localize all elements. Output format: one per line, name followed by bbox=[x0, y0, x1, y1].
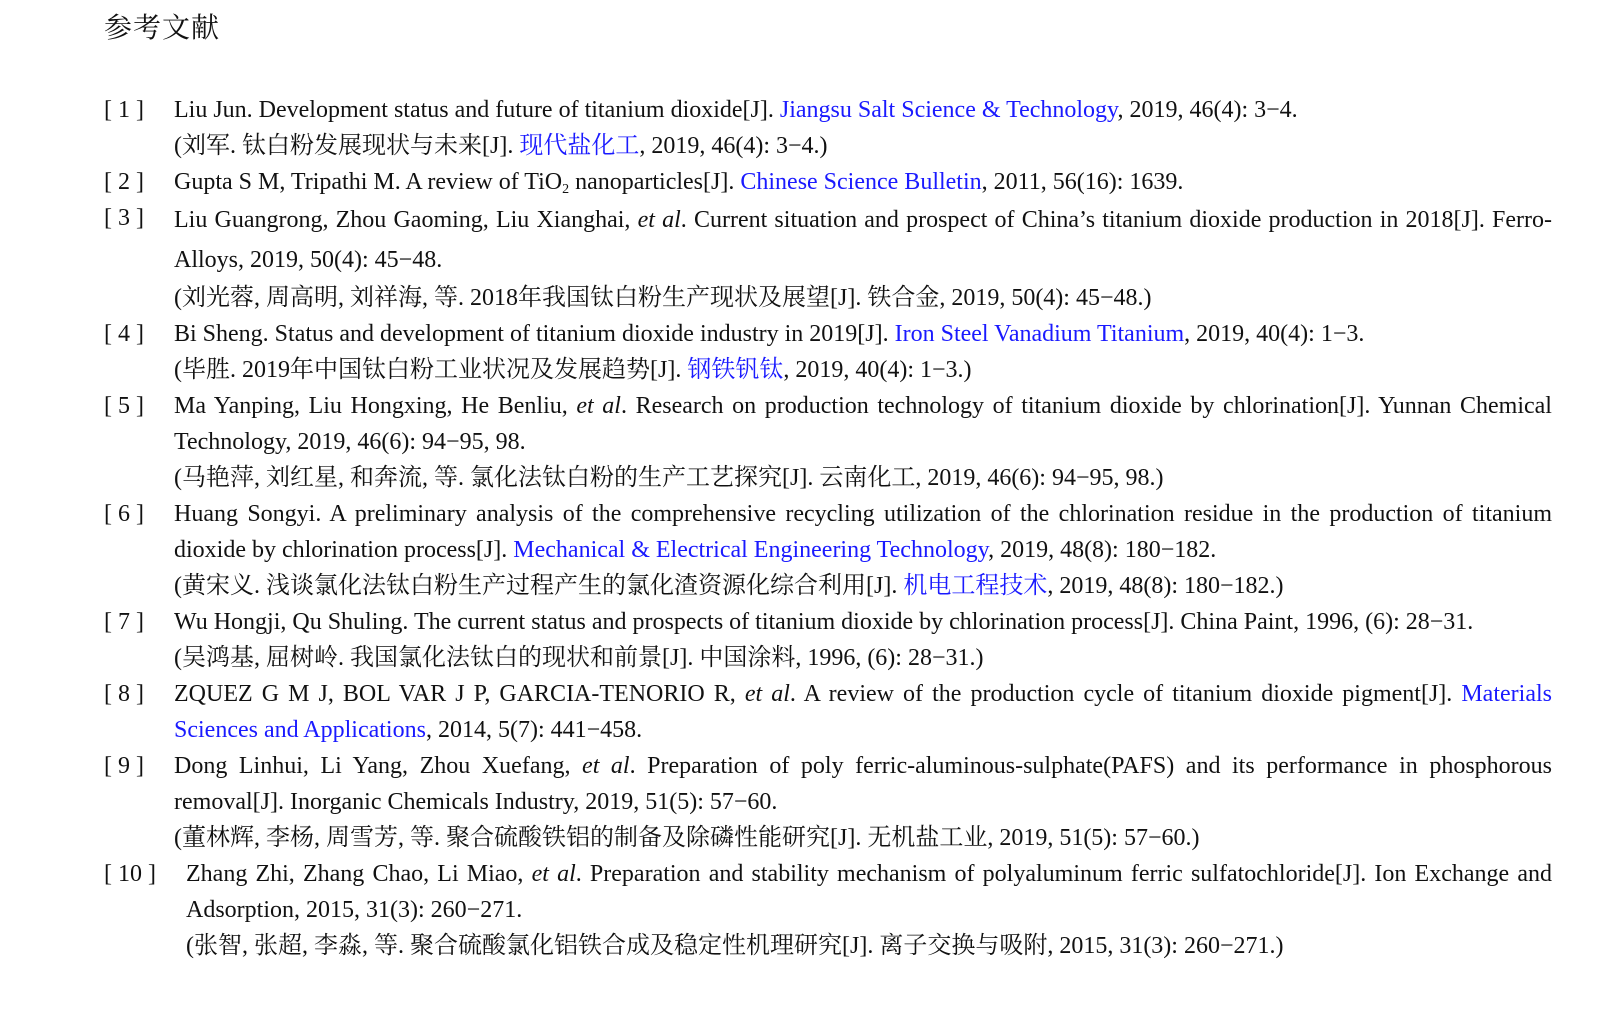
subscript: 2 bbox=[562, 182, 570, 197]
reference-6 bbox=[104, 496, 1552, 604]
reference-list bbox=[104, 92, 1552, 964]
reference-2 bbox=[104, 164, 1552, 200]
journal-link[interactable]: 钢铁钒钛 bbox=[687, 357, 784, 383]
reference-8 bbox=[104, 676, 1552, 748]
reference-english: Gupta S M, Tripathi M. A review of TiO$_2$ nanoparticles[J]. Chinese Science Bulletin, 2011, 56(16): 1639. bbox=[174, 169, 1184, 197]
reference-number: [ 4 ] bbox=[104, 321, 144, 347]
reference-9 bbox=[104, 748, 1552, 856]
reference-chinese: (毕胜. 2019年中国钛白粉工业状况及发展趋势[J]. 钢铁钒钛, 2019, 40(4): 1−3.) bbox=[174, 357, 972, 383]
journal-link[interactable]: Jiangsu Salt Science & Technology bbox=[779, 97, 1118, 123]
reference-chinese: (张智, 张超, 李淼, 等. 聚合硫酸氯化铝铁合成及稳定性机理研究[J]. 离子交换与吸附, 2015, 31(3): 260−271.) bbox=[186, 933, 1284, 959]
reference-chinese: (刘军. 钛白粉发展现状与未来[J]. 现代盐化工, 2019, 46(4): 3−4.) bbox=[174, 133, 828, 159]
reference-body bbox=[174, 388, 1552, 496]
reference-number: [ 9 ] bbox=[104, 753, 144, 779]
reference-body bbox=[186, 856, 1552, 964]
reference-1 bbox=[104, 92, 1552, 164]
journal-link[interactable]: Materials Sciences and Applications bbox=[174, 681, 1552, 743]
reference-english: Liu Guangrong, Zhou Gaoming, Liu Xianghai, et al. Current situation and prospect of China’s titanium dioxide production in 2018[J]. Ferro-Alloys, 2019, 50(4): 45−48. bbox=[174, 207, 1552, 273]
reference-4 bbox=[104, 316, 1552, 388]
journal-link[interactable]: Iron Steel Vanadium Titanium bbox=[894, 321, 1185, 347]
reference-chinese: (董林辉, 李杨, 周雪芳, 等. 聚合硫酸铁铝的制备及除磷性能研究[J]. 无机盐工业, 2019, 51(5): 57−60.) bbox=[174, 825, 1200, 851]
reference-3 bbox=[104, 200, 1552, 316]
journal-link[interactable]: Chinese Science Bulletin bbox=[740, 169, 982, 195]
reference-english: Huang Songyi. A preliminary analysis of the comprehensive recycling utilization of the chlorination residue in the production of titanium dioxide by chlorination process[J]. Mechanical & Electrical Engineering Technology, 2019, 48(8): 180−182. bbox=[174, 501, 1552, 563]
reference-number: [ 1 ] bbox=[104, 97, 144, 123]
reference-number: [ 2 ] bbox=[104, 169, 144, 195]
reference-number: [ 5 ] bbox=[104, 393, 144, 419]
journal-link[interactable]: 机电工程技术 bbox=[903, 573, 1048, 599]
journal-link[interactable]: 现代盐化工 bbox=[519, 133, 640, 159]
reference-5 bbox=[104, 388, 1552, 496]
reference-body bbox=[174, 496, 1552, 604]
reference-number: [ 10 ] bbox=[104, 861, 156, 887]
references-heading: 参考文献 bbox=[104, 11, 221, 44]
journal-link[interactable]: Mechanical & Electrical Engineering Technology bbox=[513, 537, 989, 563]
reference-english: Liu Jun. Development status and future of titanium dioxide[J]. Jiangsu Salt Science & Technology, 2019, 46(4): 3−4. bbox=[174, 97, 1298, 123]
reference-7 bbox=[104, 604, 1552, 676]
reference-english: Bi Sheng. Status and development of titanium dioxide industry in 2019[J]. Iron Steel Vanadium Titanium, 2019, 40(4): 1−3. bbox=[174, 321, 1365, 347]
reference-english: Ma Yanping, Liu Hongxing, He Benliu, et al. Research on production technology of titanium dioxide by chlorination[J]. Yunnan Chemical Technology, 2019, 46(6): 94−95, 98. bbox=[174, 393, 1552, 455]
reference-number: [ 7 ] bbox=[104, 609, 144, 635]
reference-body bbox=[174, 200, 1552, 316]
reference-english: ZQUEZ G M J, BOL VAR J P, GARCIA-TENORIO R, et al. A review of the production cycle of titanium dioxide pigment[J]. Materials Sciences and Applications, 2014, 5(7): 441−458. bbox=[174, 681, 1552, 743]
reference-chinese: (马艳萍, 刘红星, 和奔流, 等. 氯化法钛白粉的生产工艺探究[J]. 云南化工, 2019, 46(6): 94−95, 98.) bbox=[174, 465, 1164, 491]
reference-chinese: (吴鸿基, 屈树岭. 我国氯化法钛白的现状和前景[J]. 中国涂料, 1996, (6): 28−31.) bbox=[174, 645, 984, 671]
reference-english: Zhang Zhi, Zhang Chao, Li Miao, et al. Preparation and stability mechanism of polyaluminum ferric sulfatochloride[J]. Ion Exchange and Adsorption, 2015, 31(3): 260−271. bbox=[186, 861, 1552, 923]
reference-english: Dong Linhui, Li Yang, Zhou Xuefang, et al. Preparation of poly ferric-aluminous-sulphate(PAFS) and its performance in phosphorous removal[J]. Inorganic Chemicals Industry, 2019, 51(5): 57−60. bbox=[174, 753, 1552, 815]
reference-english: Wu Hongji, Qu Shuling. The current status and prospects of titanium dioxide by chlorination process[J]. China Paint, 1996, (6): 28−31. bbox=[174, 609, 1474, 635]
reference-chinese: (刘光蓉, 周高明, 刘祥海, 等. 2018年我国钛白粉生产现状及展望[J]. 铁合金, 2019, 50(4): 45−48.) bbox=[174, 285, 1152, 311]
reference-number: [ 6 ] bbox=[104, 501, 144, 527]
reference-body bbox=[174, 164, 1552, 200]
reference-number: [ 8 ] bbox=[104, 681, 144, 707]
reference-body bbox=[174, 316, 1552, 388]
reference-number: [ 3 ] bbox=[104, 205, 144, 231]
reference-10 bbox=[104, 856, 1552, 964]
reference-body bbox=[174, 748, 1552, 856]
reference-body bbox=[174, 92, 1552, 164]
reference-body bbox=[174, 604, 1552, 676]
reference-chinese: (黄宋义. 浅谈氯化法钛白粉生产过程产生的氯化渣资源化综合利用[J]. 机电工程技术, 2019, 48(8): 180−182.) bbox=[174, 573, 1284, 599]
reference-body bbox=[174, 676, 1552, 748]
